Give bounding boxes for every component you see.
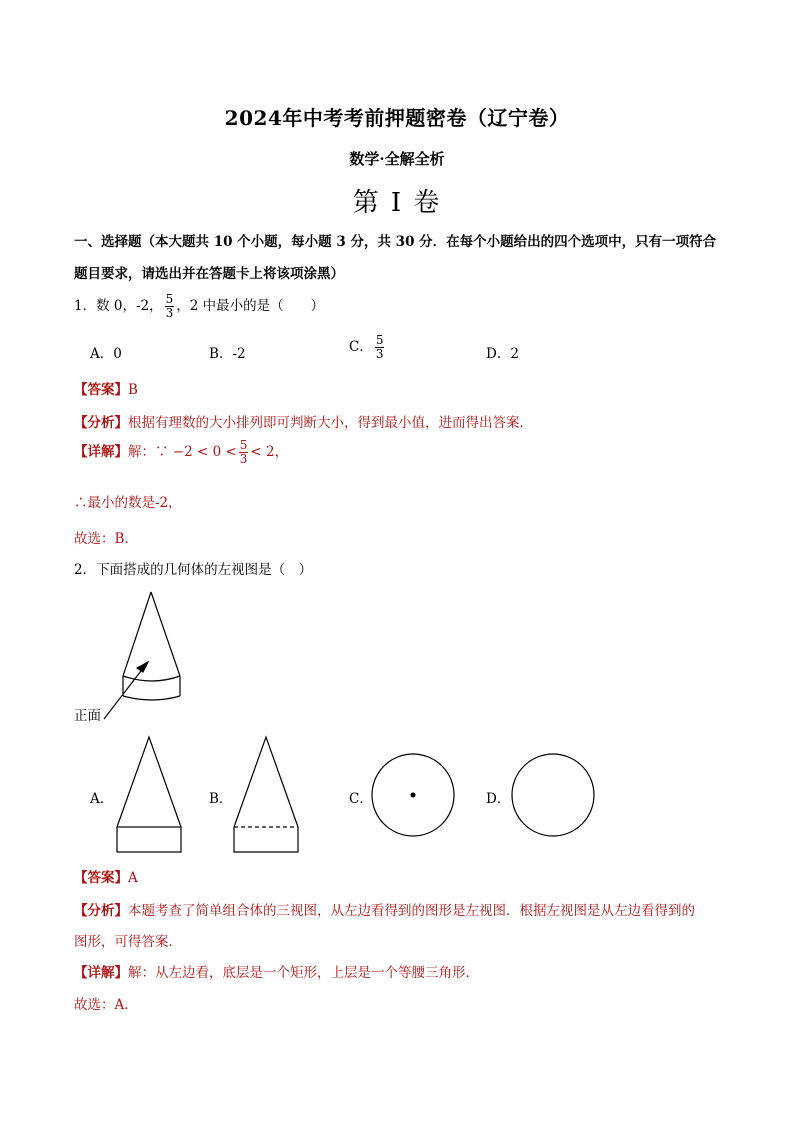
q2-detail-text: 解：从左边看，底层是一个矩形，上层是一个等腰三角形．: [128, 965, 479, 981]
front-view-label: 正面: [74, 708, 101, 724]
q2-choice: 故选：A．: [74, 997, 138, 1013]
q2-option-a-label: A．: [90, 791, 114, 807]
q1-analysis-tag: 【分析】: [74, 415, 128, 431]
q1-stem-post: ，2 中最小的是（ ）: [176, 298, 325, 314]
q1-option-c-label: C．: [349, 339, 373, 355]
q1-option-c-den: 3: [375, 347, 384, 361]
q1-conclusion: ∴最小的数是-2，: [74, 495, 182, 511]
q2-answer-tag: 【答案】: [74, 870, 128, 886]
page-title: 2024年中考考前押题密卷（辽宁卷）: [224, 106, 570, 130]
q1-answer-value: B: [128, 382, 138, 398]
option-d-circle: [512, 754, 594, 836]
q1-detail-post: < 2，: [250, 444, 289, 460]
q1-option-b: B．-2: [209, 346, 246, 362]
q1-fraction-den: 3: [165, 306, 174, 320]
q1-option-c-num: 5: [375, 333, 384, 347]
question-2-stem: 2．下面搭成的几何体的左视图是（ ）: [74, 562, 313, 578]
q2-analysis-text-1: 本题考查了简单组合体的三视图，从左边看得到的图形是左视图．根据左视图是从左边看得到的: [128, 903, 695, 919]
volume-heading: 第 I 卷: [352, 188, 442, 218]
q1-detail-pre: 解：∵ −2 < 0 <: [128, 444, 237, 460]
q1-option-a: A．0: [90, 346, 122, 362]
q1-choice: 故选：B．: [74, 531, 138, 547]
section-instructions-line2: 题目要求，请选出并在答题卡上将该项涂黑）: [74, 266, 344, 282]
q1-detail-den: 3: [239, 452, 248, 466]
q1-option-d: D．2: [486, 346, 519, 362]
q1-stem-pre: 1．数 0，-2，: [74, 298, 163, 314]
q2-option-b-label: B．: [209, 791, 233, 807]
q1-detail-num: 5: [239, 438, 248, 452]
q2-analysis-line1: [74, 899, 695, 919]
q1-detail-tag: 【详解】: [74, 444, 128, 460]
q2-answer-value: A: [128, 870, 138, 886]
q1-fraction-num: 5: [165, 292, 174, 306]
q2-detail: [74, 961, 479, 981]
section-instructions-line1: 一、选择题（本大题共 10 个小题，每小题 3 分，共 30 分．在每个小题给出的四个选项中，只有一项符合: [74, 234, 717, 250]
q2-option-d-label: D．: [486, 791, 511, 807]
q1-analysis-text: 根据有理数的大小排列即可判断大小，得到最小值，进而得出答案．: [128, 415, 533, 431]
q1-answer-tag: 【答案】: [74, 382, 128, 398]
q2-analysis-tag: 【分析】: [74, 903, 128, 919]
q2-answer: [74, 866, 138, 886]
page-subtitle: 数学·全解全析: [349, 150, 445, 168]
q2-detail-tag: 【详解】: [74, 965, 128, 981]
q2-analysis-line2: 图形，可得答案．: [74, 934, 182, 950]
q2-option-c-label: C．: [349, 791, 373, 807]
